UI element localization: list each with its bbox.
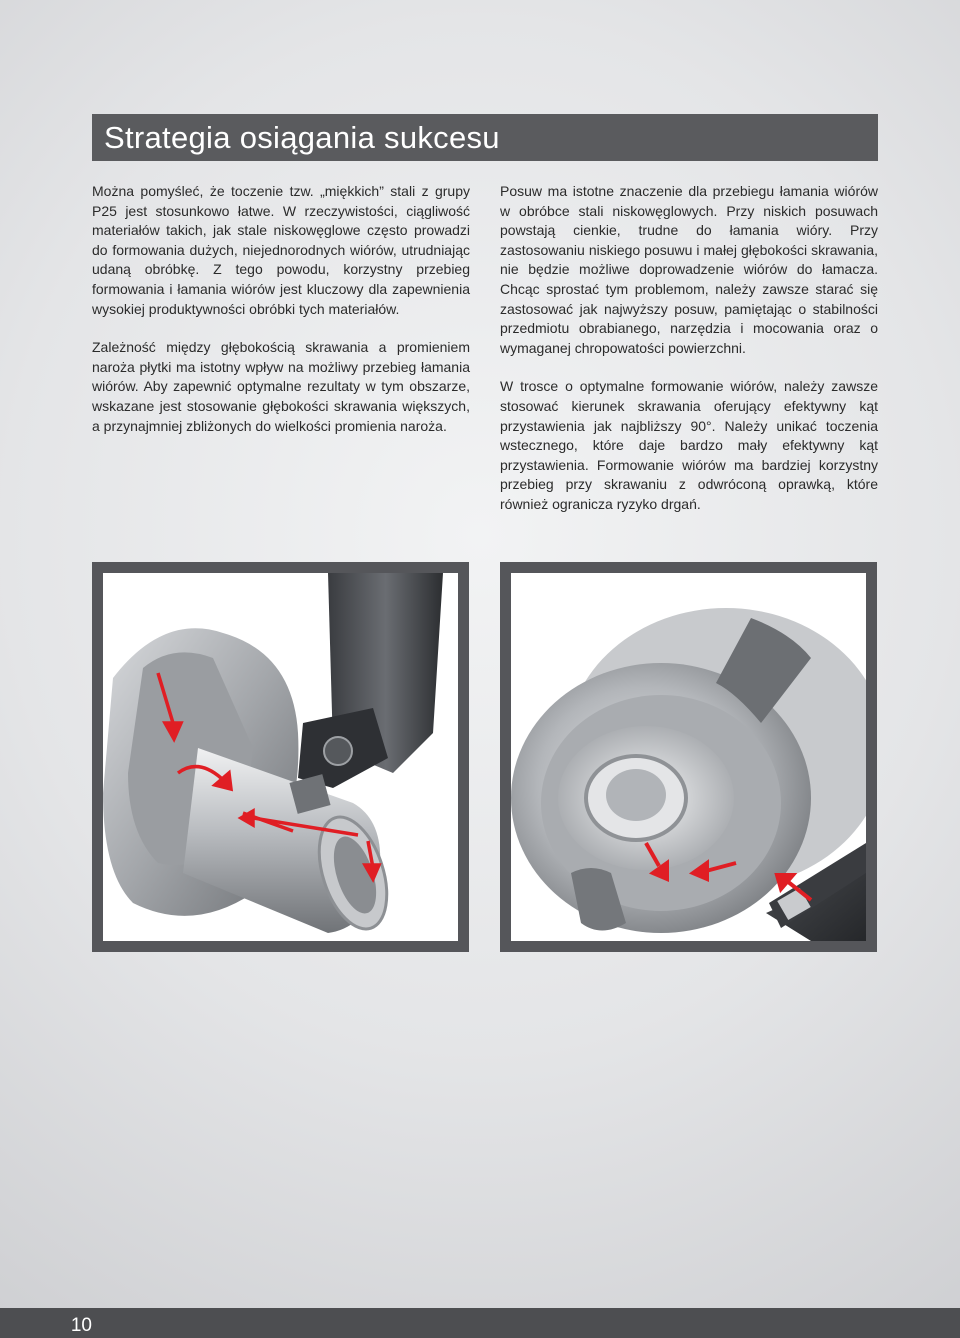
left-text-column [92, 182, 470, 455]
external-turning-illustration [92, 562, 469, 952]
page-number-text: 10 [70, 1315, 92, 1336]
external-turning-drawing [103, 573, 458, 941]
internal-facing-illustration [500, 562, 877, 952]
right-text-column [500, 182, 878, 534]
page-title-bar [92, 114, 878, 161]
paragraph: Zależność między głębokością skrawania a promieniem naroża płytki ma istotny wpływ na możliwy przebieg łamania wiórów. Aby zapewnić optymalne rezultaty w tym obszarze, wskazane jest stosowanie głębokości skrawania większych, a przynajmniej zbliżonych do wielkości promienia naroża. [92, 339, 470, 434]
footer-bar [52, 1308, 960, 1338]
internal-facing-drawing [511, 573, 866, 941]
page-title: Strategia osiągania sukcesu [104, 119, 500, 155]
page-number [0, 1308, 106, 1338]
paragraph: W trosce o optymalne formowanie wiórów, należy zawsze stosować kierunek skrawania oferujący efektywny kąt przystawienia jak najbliższy 90°. Należy unikać toczenia wstecznego, które daje bardzo mały efektywny kąt przystawienia. Formowanie wiórów ma bardziej korzystny przebieg przy skrawaniu z odwróconą oprawką, które również ogranicza ryzyko drgań. [500, 378, 878, 512]
paragraph: Można pomyśleć, że toczenie tzw. „miękkich” stali z grupy P25 jest stosunkowo łatwe. W rzeczywistości, ciągliwość materiałów takich, jak stale niskowęglowe często prowadzi do formowania dużych, niejednorodnych wiórów, utrudniając udaną obróbkę. Z tego powodu, korzystny przebieg formowania i łamania wiórów jest kluczowy dla zapewnienia wysokiej produktywności obróbki tych materiałów. [92, 183, 470, 317]
paragraph: Posuw ma istotne znaczenie dla przebiegu łamania wiórów w obróbce stali niskowęglowych. Przy niskich posuwach powstają cienkie, trudne do łamania wióry. Przy zastosowaniu niskiego posuwu i małej głębokości skrawania, nie będzie możliwe doprowadzenie wiórów do łamacza. Chcąc sprostać tym problemom, należy zawsze starać się zastosować jak najwyższy posuw, pamiętając o stabilności przedmiotu obrabianego, narzędzia i mocowania oraz o wymaganej chropowatości powierzchni. [500, 183, 878, 356]
